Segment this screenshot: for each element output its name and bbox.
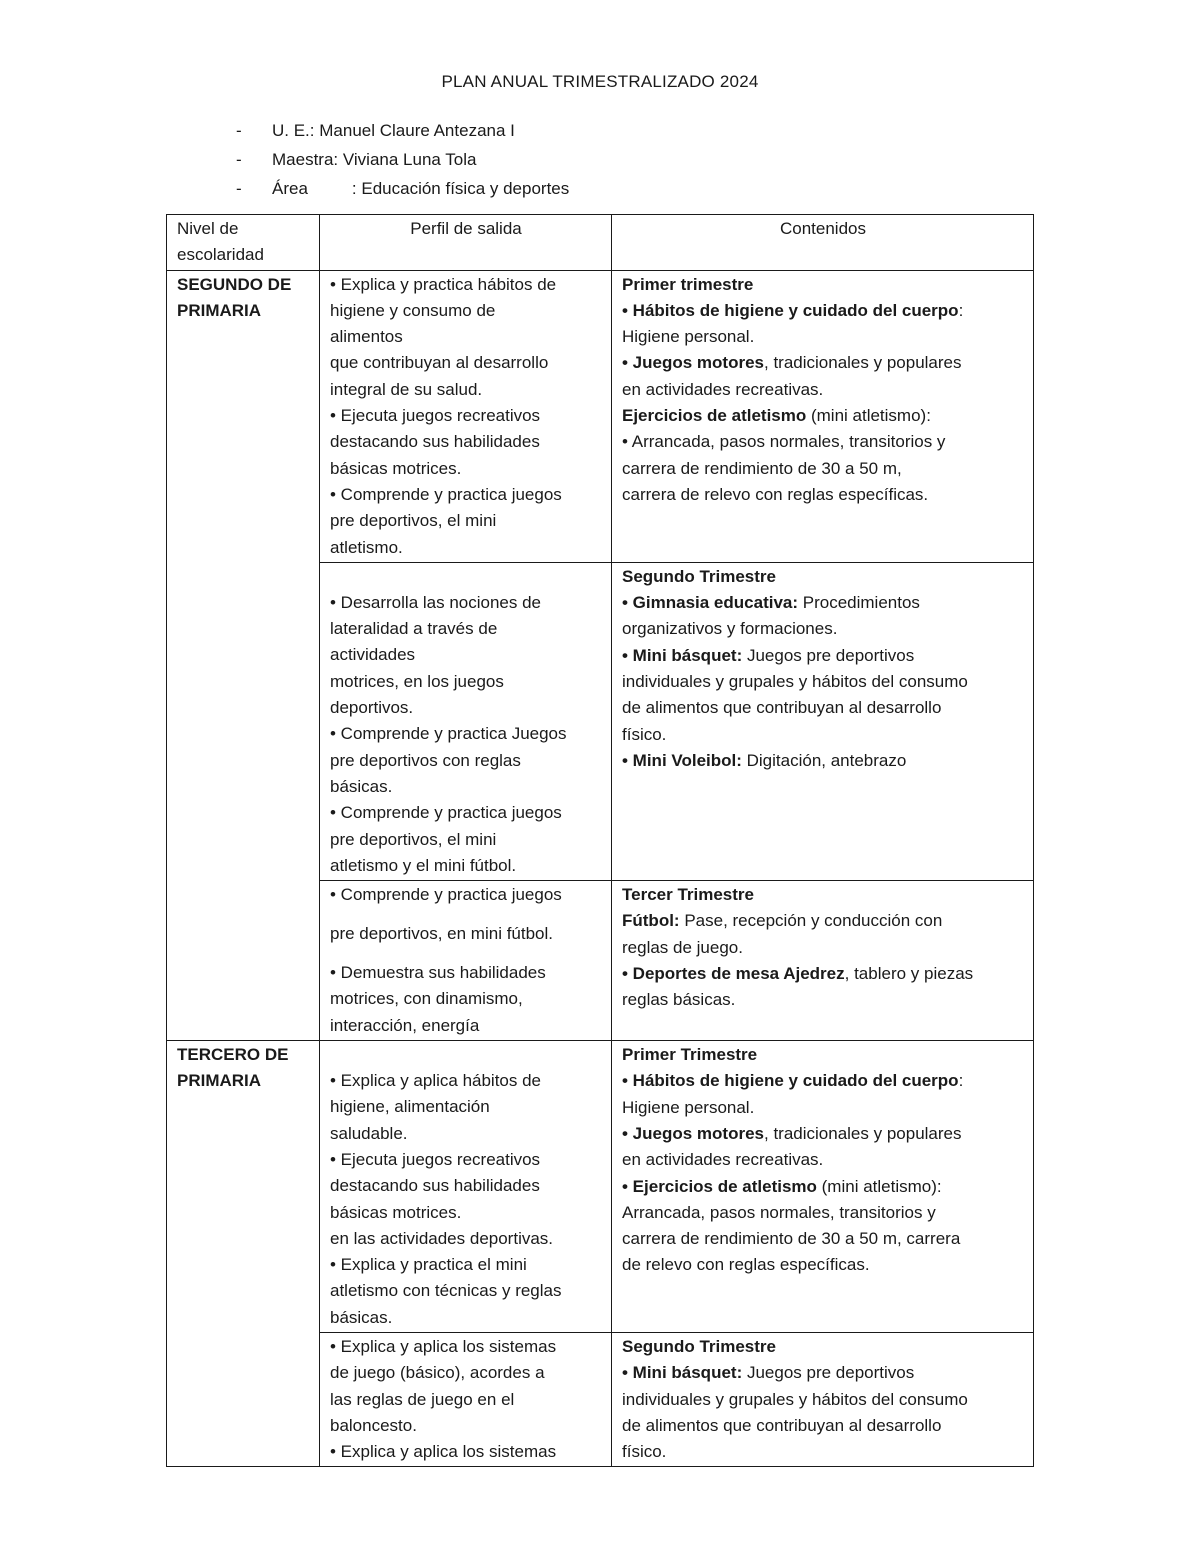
list-dash: -: [236, 150, 242, 169]
perfil-line: motrices, con dinamismo,: [330, 989, 523, 1009]
table-header-row: [167, 215, 1034, 271]
content-text: Digitación, antebrazo: [741, 750, 907, 770]
level-cell-segundo: [167, 270, 320, 1040]
perfil-cell: [320, 881, 612, 1041]
perfil-cell: [320, 270, 612, 562]
perfil-line: básicas motrices.: [330, 458, 462, 478]
perfil-line: higiene y consumo de: [330, 300, 496, 320]
contenidos-cell: [612, 562, 1034, 880]
contenidos-cell: [612, 881, 1034, 1041]
content-bold: Fútbol:: [622, 911, 680, 931]
info-item-area: [236, 174, 569, 203]
content-line: de relevo con reglas específicas.: [622, 1255, 870, 1275]
content-line: carrera de rendimiento de 30 a 50 m,: [622, 458, 902, 478]
content-text: , tradicionales y populares: [764, 1123, 962, 1143]
level-cell-tercero: [167, 1041, 320, 1467]
perfil-line: destacando sus habilidades: [330, 432, 540, 452]
level-line: SEGUNDO DE: [177, 274, 292, 294]
plan-table: [166, 214, 1034, 1467]
content-bold: • Mini Voleibol:: [622, 750, 742, 770]
content-line: físico.: [622, 1442, 667, 1462]
content-line: Arrancada, pasos normales, transitorios y: [622, 1202, 936, 1222]
level-line: TERCERO DE: [177, 1045, 289, 1065]
content-line: [622, 590, 1024, 616]
content-text: , tradicionales y populares: [764, 353, 962, 373]
content-line: [622, 403, 1024, 429]
header-contenidos: Contenidos: [612, 215, 1034, 271]
table-row: [167, 270, 1034, 562]
content-text: (mini atletismo):: [816, 1176, 942, 1196]
content-line: [622, 1360, 1024, 1386]
perfil-line: destacando sus habilidades: [330, 1176, 540, 1196]
content-text: :: [958, 1071, 964, 1091]
perfil-cell: [320, 1041, 612, 1333]
info-item-maestra: [236, 145, 569, 174]
trimestre-title: Tercer Trimestre: [622, 885, 754, 905]
table-row: [167, 1041, 1034, 1333]
level-line: PRIMARIA: [177, 300, 262, 320]
content-line: de alimentos que contribuyan al desarrollo: [622, 1415, 942, 1435]
perfil-line: interacción, energía: [330, 1015, 480, 1035]
content-line: individuales y grupales y hábitos del consumo: [622, 672, 968, 692]
perfil-line: que contribuyan al desarrollo: [330, 353, 549, 373]
perfil-line: • Ejecuta juegos recreativos: [330, 1149, 541, 1169]
header-nivel: [167, 215, 320, 271]
perfil-line: alimentos: [330, 327, 403, 347]
perfil-line: higiene, alimentación: [330, 1097, 490, 1117]
content-bold: • Mini básquet:: [622, 1363, 743, 1383]
content-line: [622, 961, 1024, 987]
content-bold: Ejercicios de atletismo: [622, 406, 807, 426]
ue-value: Manuel Claure Antezana I: [319, 121, 515, 140]
ue-label: U. E.:: [272, 121, 315, 140]
content-text: Procedimientos: [798, 593, 920, 613]
content-line: Higiene personal.: [622, 327, 755, 347]
perfil-line: • Ejecuta juegos recreativos: [330, 406, 541, 426]
content-text: (mini atletismo):: [806, 406, 931, 426]
contenidos-cell: [612, 1332, 1034, 1466]
trimestre-title: Primer trimestre: [622, 274, 754, 294]
perfil-line: • Comprende y practica Juegos: [330, 724, 567, 744]
header-perfil: Perfil de salida: [320, 215, 612, 271]
document-title: PLAN ANUAL TRIMESTRALIZADO 2024: [441, 72, 759, 91]
content-bold: • Gimnasia educativa:: [622, 593, 799, 613]
perfil-line: • Comprende y practica juegos: [330, 803, 562, 823]
perfil-line: las reglas de juego en el: [330, 1389, 515, 1409]
contenidos-cell: [612, 270, 1034, 562]
content-bold: • Hábitos de higiene y cuidado del cuerpo: [622, 300, 959, 320]
perfil-line: actividades: [330, 645, 416, 665]
trimestre-title: Segundo Trimestre: [622, 1336, 776, 1356]
content-text: Pase, recepción y conducción con: [679, 911, 943, 931]
perfil-line: saludable.: [330, 1123, 408, 1143]
content-bold: • Deportes de mesa Ajedrez: [622, 964, 845, 984]
school-info-list: [236, 116, 569, 203]
perfil-line: atletismo con técnicas y reglas: [330, 1281, 562, 1301]
perfil-line: • Desarrolla las nociones de: [330, 592, 542, 612]
content-bold: • Juegos motores: [622, 353, 764, 373]
content-line: [622, 1068, 1024, 1094]
content-bold: • Juegos motores: [622, 1123, 764, 1143]
content-text: , tablero y piezas: [844, 964, 974, 984]
content-line: organizativos y formaciones.: [622, 619, 838, 639]
perfil-line: motrices, en los juegos: [330, 671, 504, 691]
perfil-line: • Explica y practica hábitos de: [330, 274, 557, 294]
content-line: reglas básicas.: [622, 990, 736, 1010]
perfil-cell: [320, 562, 612, 880]
content-line: • Arrancada, pasos normales, transitorios y: [622, 432, 946, 452]
perfil-line: atletismo y el mini fútbol.: [330, 855, 517, 875]
trimestre-title: Primer Trimestre: [622, 1045, 758, 1065]
content-line: en actividades recreativas.: [622, 1150, 824, 1170]
content-line: carrera de relevo con reglas específicas.: [622, 484, 929, 504]
content-bold: • Ejercicios de atletismo: [622, 1176, 817, 1196]
content-bold: • Hábitos de higiene y cuidado del cuerpo: [622, 1071, 959, 1091]
content-line: de alimentos que contribuyan al desarrollo: [622, 698, 942, 718]
content-line: [622, 1121, 1024, 1147]
perfil-line: básicas motrices.: [330, 1202, 462, 1222]
content-line: [622, 298, 1024, 324]
content-line: carrera de rendimiento de 30 a 50 m, carrera: [622, 1229, 961, 1249]
level-line: PRIMARIA: [177, 1071, 262, 1091]
perfil-line: deportivos.: [330, 698, 414, 718]
content-line: [622, 1174, 1024, 1200]
list-dash: -: [236, 179, 242, 198]
trimestre-title: Segundo Trimestre: [622, 566, 776, 586]
maestra-label: Maestra:: [272, 150, 339, 169]
content-line: reglas de juego.: [622, 937, 743, 957]
content-bold: • Mini básquet:: [622, 645, 743, 665]
header-nivel-line: Nivel de: [177, 219, 239, 238]
content-line: físico.: [622, 724, 667, 744]
perfil-line: • Demuestra sus habilidades: [330, 963, 546, 983]
perfil-line: pre deportivos, en mini fútbol.: [330, 924, 554, 944]
contenidos-cell: [612, 1041, 1034, 1333]
perfil-line: atletismo.: [330, 537, 403, 557]
area-value: : Educación física y deportes: [351, 179, 570, 198]
content-text: Juegos pre deportivos: [742, 645, 915, 665]
content-line: [622, 908, 1024, 934]
perfil-line: en las actividades deportivas.: [330, 1228, 554, 1248]
content-line: en actividades recreativas.: [622, 379, 824, 399]
perfil-line: • Explica y aplica los sistemas: [330, 1336, 557, 1356]
perfil-line: básicas.: [330, 1307, 393, 1327]
perfil-line: • Comprende y practica juegos: [330, 885, 562, 905]
content-line: Higiene personal.: [622, 1097, 755, 1117]
perfil-line: • Explica y aplica hábitos de: [330, 1071, 542, 1091]
perfil-line: • Comprende y practica juegos: [330, 484, 562, 504]
perfil-line: lateralidad a través de: [330, 619, 498, 639]
perfil-line: de juego (básico), acordes a: [330, 1363, 545, 1383]
perfil-line: baloncesto.: [330, 1415, 417, 1435]
maestra-value: Viviana Luna Tola: [342, 150, 477, 169]
area-label: Área: [272, 179, 308, 198]
list-dash: -: [236, 121, 242, 140]
perfil-line: pre deportivos con reglas: [330, 750, 521, 770]
content-line: individuales y grupales y hábitos del consumo: [622, 1389, 968, 1409]
content-line: [622, 643, 1024, 669]
perfil-cell: [320, 1332, 612, 1466]
perfil-line: pre deportivos, el mini: [330, 511, 497, 531]
header-nivel-line: escolaridad: [177, 245, 264, 265]
content-text: :: [958, 300, 964, 320]
perfil-line: pre deportivos, el mini: [330, 829, 497, 849]
content-line: [622, 350, 1024, 376]
perfil-line: • Explica y aplica los sistemas: [330, 1442, 557, 1462]
perfil-line: • Explica y practica el mini: [330, 1255, 527, 1275]
perfil-line: básicas.: [330, 776, 393, 796]
info-item-ue: [236, 116, 569, 145]
content-text: Juegos pre deportivos: [742, 1363, 915, 1383]
perfil-line: integral de su salud.: [330, 379, 483, 399]
content-line: [622, 748, 1024, 774]
